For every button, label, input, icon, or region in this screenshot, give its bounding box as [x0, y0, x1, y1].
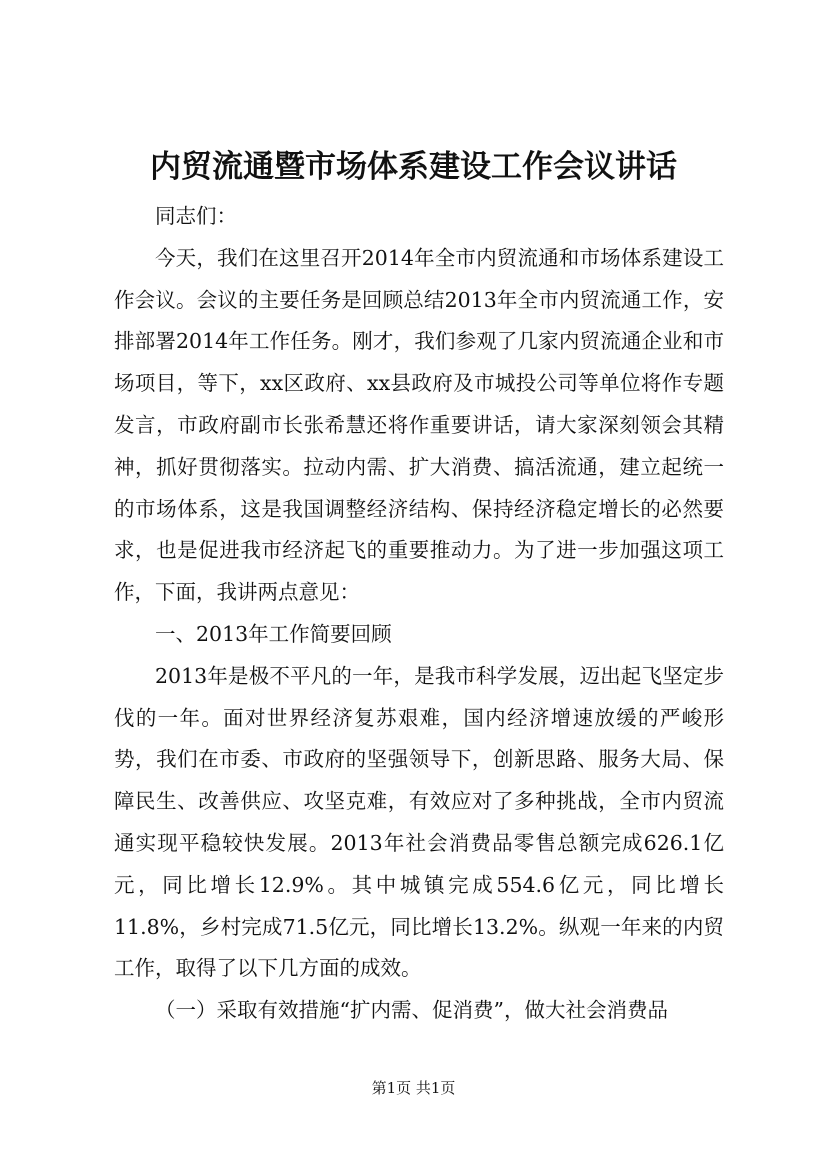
- paragraph-intro: 今天，我们在这里召开2014年全市内贸流通和市场体系建设工作会议。会议的主要任务是回顾总结2013年全市内贸流通工作，安排部署2014年工作任务。刚才，我们参观了几家内贸流通企业和市场项目，等下，xx区政府、xx县政府及市城投公司等单位将作专题发言，市政府副市长张希慧还将作重要讲话，请大家深刻领会其精神，抓好贯彻落实。拉动内需、扩大消费、搞活流通，建立起统一的市场体系，这是我国调整经济结构、保持经济稳定增长的必然要求，也是促进我市经济起飞的重要推动力。为了进一步加强这项工作，下面，我讲两点意见：: [114, 245, 724, 605]
- section-heading-1: 一、2013年工作简要回顾: [155, 621, 392, 646]
- paragraph-review: 2013年是极不平凡的一年，是我市科学发展，迈出起飞坚定步伐的一年。面对世界经济复苏艰难，国内经济增速放缓的严峻形势，我们在市委、市政府的坚强领导下，创新思路、服务大局、保障民生、改善供应、攻坚克难，有效应对了多种挑战，全市内贸流通实现平稳较快发展。2013年社会消费品零售总额完成626.1亿元，同比增长12.9%。其中城镇完成554.6亿元，同比增长11.8%，乡村完成71.5亿元，同比增长13.2%。纵观一年来的内贸工作，取得了以下几方面的成效。: [114, 663, 724, 981]
- subsection-heading-1: （一）采取有效措施“扩内需、促消费”，做大社会消费品: [155, 998, 668, 1023]
- document-title: 内贸流通暨市场体系建设工作会议讲话: [150, 149, 677, 185]
- document-body: [114, 196, 724, 1032]
- salutation: 同志们：: [155, 204, 237, 228]
- page-footer: 第1页 共1页: [371, 1079, 456, 1097]
